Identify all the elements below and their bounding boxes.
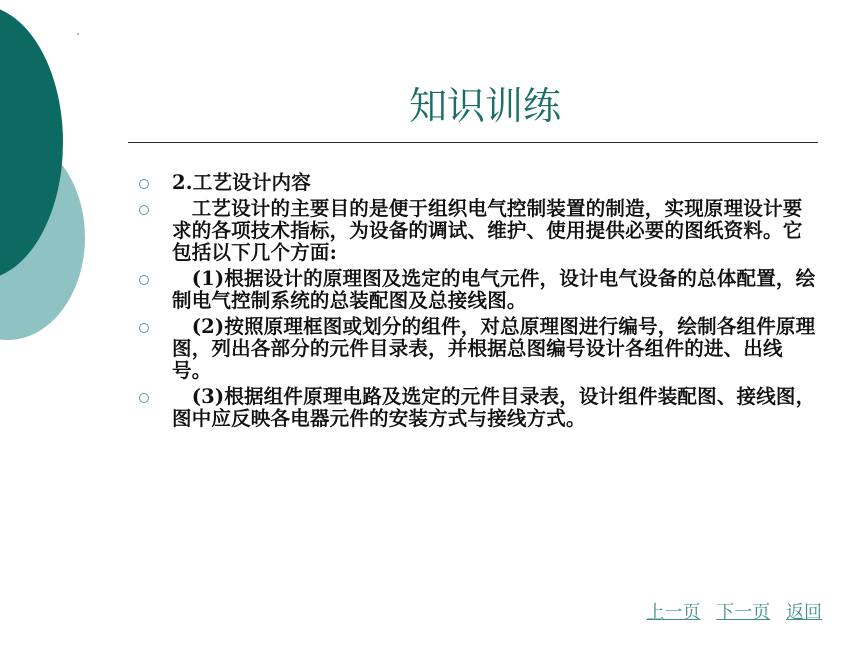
slide-content: [137, 172, 817, 434]
list-item: [137, 198, 817, 264]
list-item-text: 2.工艺设计内容: [172, 171, 311, 194]
next-page-link[interactable]: 下一页: [716, 602, 771, 623]
list-item: [137, 172, 817, 194]
back-link[interactable]: 返回: [786, 602, 822, 623]
list-item: [137, 316, 817, 382]
circle-bullet-icon: [139, 205, 149, 215]
list-item-text: (2)按照原理框图或划分的组件，对总原理图进行编号，绘制各组件原理图，列出各部分的元件目录表，并根据总图编号设计各组件的进、出线号。: [172, 315, 816, 382]
list-item: [137, 268, 817, 312]
list-item-text: (1)根据设计的原理图及选定的电气元件，设计电气设备的总体配置，绘制电气控制系统的总装配图及总接线图。: [172, 267, 816, 312]
slide-title: 知识训练: [408, 84, 561, 128]
circle-bullet-icon: [139, 323, 149, 333]
list-item: [137, 386, 817, 430]
circle-bullet-icon: [139, 393, 149, 403]
slide-navigation: [637, 598, 822, 624]
circle-bullet-icon: [139, 275, 149, 285]
list-item-text: 工艺设计的主要目的是便于组织电气控制装置的制造，实现原理设计要求的各项技术指标，为设备的调试、维护、使用提供必要的图纸资料。它包括以下几个方面:: [172, 197, 803, 264]
prev-page-link[interactable]: 上一页: [646, 602, 701, 623]
list-item-text: (3)根据组件原理电路及选定的元件目录表，设计组件装配图、接线图，图中应反映各电器元件的安装方式与接线方式。: [172, 385, 816, 430]
title-divider: [128, 142, 818, 143]
circle-bullet-icon: [139, 179, 149, 189]
decorative-dot: [77, 33, 79, 35]
